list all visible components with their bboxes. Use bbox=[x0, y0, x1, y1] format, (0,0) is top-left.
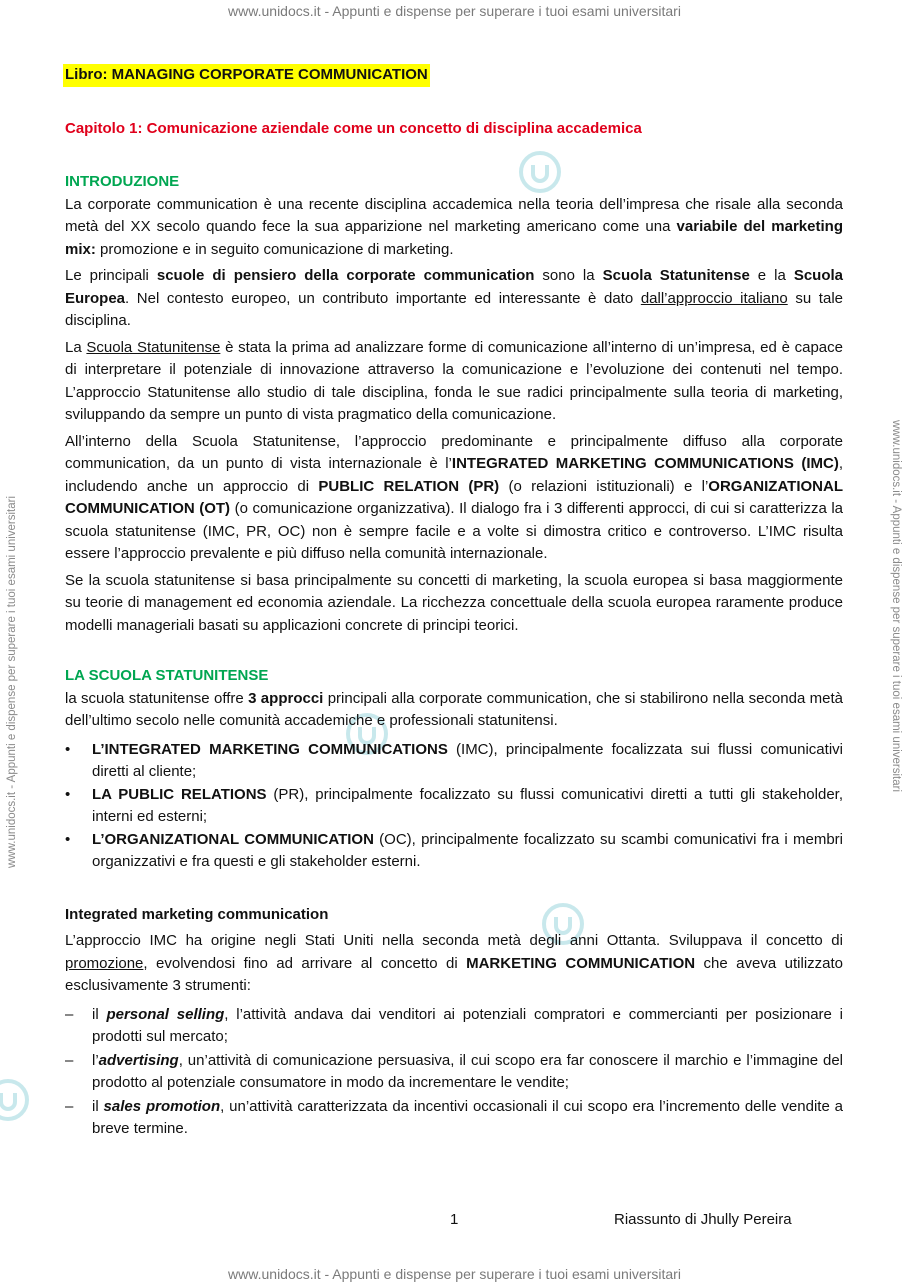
book-title-line bbox=[65, 64, 843, 87]
bullet-list bbox=[65, 739, 843, 874]
section-heading-introduzione: INTRODUZIONE bbox=[65, 173, 180, 190]
paragraph: L’approccio IMC ha origine negli Stati Uniti nella seconda metà degli anni Ottanta. Sviluppava il concetto di promozione, evolvendosi fino ad arrivare al concetto di MARKETING COMMUNICATION che aveva utilizzato esclusivamente 3 strumenti: bbox=[65, 932, 843, 994]
list-item: – il personal selling, l’attività andava dai venditori ai potenziali compratori e commercianti per posizionare i prodotti sul mercato; bbox=[65, 1005, 843, 1045]
dash-mark: – bbox=[65, 1005, 74, 1023]
page-number: 1 bbox=[450, 1211, 459, 1228]
list-item: – il sales promotion, un’attività caratterizzata da incentivi occasionali il cui scopo era l’incremento delle vendite a breve termine. bbox=[65, 1097, 843, 1137]
list-item: • LA PUBLIC RELATIONS (PR), principalmente focalizzato su flussi comunicativi diretti a tutti gli stakeholder, interni ed esterni; bbox=[65, 785, 843, 825]
list-item: • L’INTEGRATED MARKETING COMMUNICATIONS (IMC), principalmente focalizzata sui flussi comunicativi diretti al cliente; bbox=[65, 740, 843, 780]
document-page bbox=[65, 64, 843, 1145]
book-title-highlight: Libro: MANAGING CORPORATE COMMUNICATION bbox=[63, 64, 430, 87]
paragraph: La Scuola Statunitense è stata la prima ad analizzare forme di comunicazione all’interno di un’impresa, ed è capace di interpretare il potenziale di innovazione attraverso la comunicazione e l’evoluzione dei contenuti nel tempo. L’approccio Statunitense allo studio di tale disciplina, fonda le sue radici principalmente sulla teoria di marketing, sviluppando da sempre un punto di vista pragmatico della comunicazione. bbox=[65, 338, 843, 423]
paragraph: La corporate communication è una recente disciplina accademica nella teoria dell’impresa che risale alla seconda metà del XX secolo quando fece la sua apparizione nel marketing americano come una variabile del marketing mix: promozione e in seguito comunicazione di marketing. bbox=[65, 195, 843, 258]
list-item: – l’advertising, un’attività di comunicazione persuasiva, il cui scopo era far conoscere il marchio e l’immagine del prodotto al potenziale consumatore in modo da incrementare le vendite; bbox=[65, 1051, 843, 1091]
paragraph: Le principali scuole di pensiero della corporate communication sono la Scuola Statunitense e la Scuola Europea. Nel contesto europeo, un contributo importante ed interessante è dato dall’approccio italiano su tale disciplina. bbox=[65, 267, 843, 329]
bullet-mark: • bbox=[65, 830, 71, 848]
paragraph: la scuola statunitense offre 3 approcci principali alla corporate communication, che si stabilirono nella seconda metà dell’ultimo secolo nelle comunità accademiche e professionali statunitensi. bbox=[65, 689, 844, 729]
list-item: • L’ORGANIZATIONAL COMMUNICATION (OC), principalmente focalizzato su scambi comunicativi fra i membri organizzativi e fra questi e gli stakeholder esterni. bbox=[65, 830, 844, 870]
watermark-top: www.unidocs.it - Appunti e dispense per superare i tuoi esami universitari bbox=[228, 3, 681, 19]
subheading-imc: Integrated marketing communication bbox=[65, 905, 329, 923]
bullet-mark: • bbox=[65, 785, 71, 803]
dash-mark: – bbox=[65, 1097, 74, 1115]
dash-list bbox=[65, 1004, 843, 1141]
footer-author: Riassunto di Jhully Pereira bbox=[614, 1211, 792, 1228]
watermark-left: www.unidocs.it - Appunti e dispense per superare i tuoi esami universitari bbox=[6, 495, 18, 868]
paragraph: All’interno della Scuola Statunitense, l’approccio predominante e principalmente diffuso alla corporate communication, da un punto di vista internazionale è l’INTEGRATED MARKETING COMMUNICATIONS (IMC), includendo anche un approccio di PUBLIC RELATION (PR) (o relazioni istituzionali) e l’ORGANIZATIONAL COMMUNICATION (OT) (o comunicazione organizzativa). Il dialogo fra i 3 differenti approcci, di cui si caratterizza la scuola statunitense (IMC, PR, OC) non è sempre facile e a volte si dimostra critico e controverso. L’IMC risulta essere l’approccio prevalente e più diffuso nella comunità internazionale. bbox=[65, 432, 844, 562]
dash-mark: – bbox=[65, 1051, 74, 1069]
bullet-mark: • bbox=[65, 740, 71, 758]
paragraph: Se la scuola statunitense si basa principalmente su concetti di marketing, la scuola europea si basa maggiormente su teorie di management ed economia aziendale. La ricchezza concettuale della scuola europea raramente produce modelli manageriali basati su applicazioni concrete di principi teorici. bbox=[65, 571, 843, 634]
watermark-right: www.unidocs.it - Appunti e dispense per superare i tuoi esami universitari bbox=[890, 420, 902, 793]
chapter-title: Capitolo 1: Comunicazione aziendale come un concetto di disciplina accademica bbox=[65, 119, 642, 137]
section-heading-scuola-statunitense: LA SCUOLA STATUNITENSE bbox=[65, 667, 269, 684]
unidocs-logo-icon bbox=[0, 1078, 30, 1122]
watermark-bottom: www.unidocs.it - Appunti e dispense per superare i tuoi esami universitari bbox=[228, 1266, 681, 1282]
